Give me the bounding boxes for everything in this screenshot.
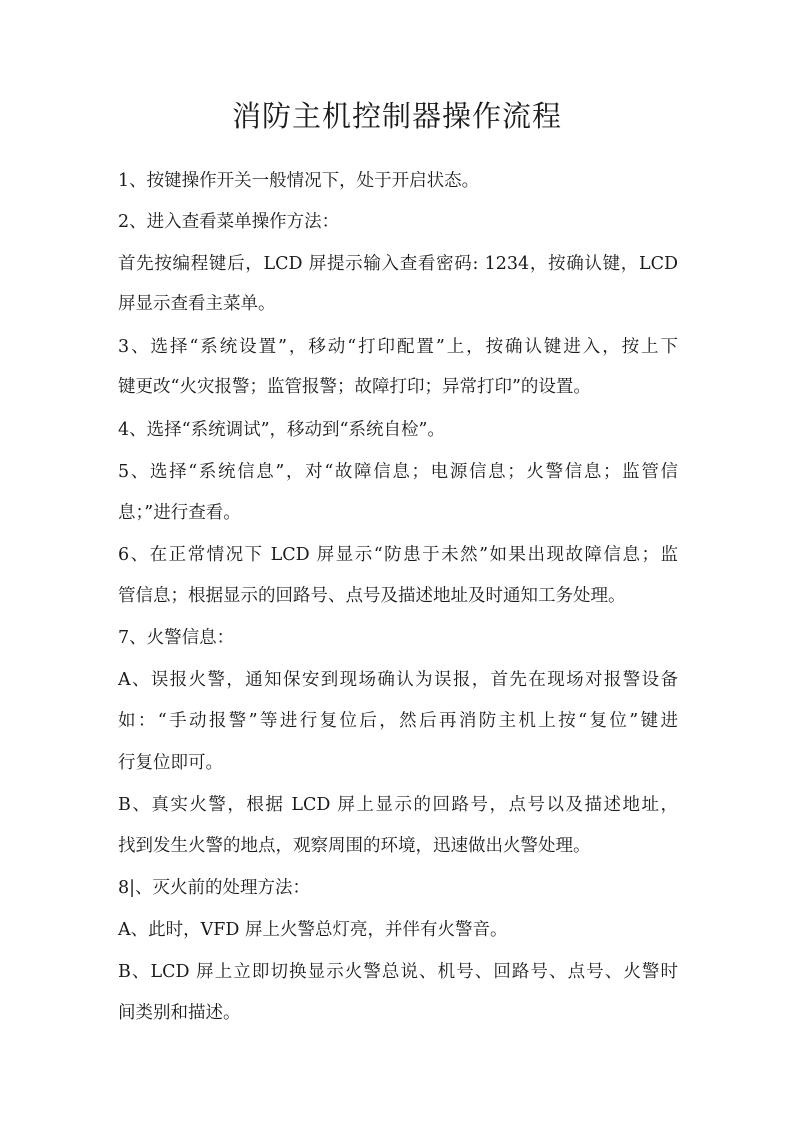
paragraph-line: 屏显示查看主菜单。 <box>118 294 276 314</box>
paragraph-line: 4、选择“系统调试”，移动到“系统自检”。 <box>118 420 445 440</box>
paragraph-line: A、此时，VFD 屏上火警总灯亮，并伴有火警音。 <box>118 920 508 940</box>
paragraph-line: 行复位即可。 <box>118 753 223 773</box>
paragraph-line: 1、按键操作开关一般情况下，处于开启状态。 <box>118 171 480 191</box>
paragraph-line: 间类别和描述。 <box>118 1003 241 1023</box>
paragraph-line: 键更改“火灾报警；监管报警；故障打印；异常打印”的设置。 <box>118 377 591 397</box>
paragraph-line: 管信息；根据显示的回路号、点号及描述地址及时通知工务处理。 <box>118 586 626 606</box>
paragraph-line: 2、进入查看菜单操作方法： <box>118 212 340 232</box>
paragraph-line: 5、选择“系统信息”，对“故障信息；电源信息；火警信息；监管信 <box>118 462 678 482</box>
paragraph-line: 息；”进行查看。 <box>118 503 241 523</box>
paragraph-line: 6、在正常情况下 LCD 屏显示“防患于未然”如果出现故障信息；监 <box>118 545 678 565</box>
paragraph-line: 首先按编程键后，LCD 屏提示输入查看密码: 1234，按确认键，LCD <box>118 254 678 274</box>
paragraph-line: A、误报火警，通知保安到现场确认为误报，首先在现场对报警设备 <box>118 670 678 690</box>
paragraph-line: B、真实火警，根据 LCD 屏上显示的回路号，点号以及描述地址， <box>118 795 678 815</box>
paragraph-line: 3、选择“系统设置”，移动“打印配置”上，按确认键进入，按上下 <box>118 337 678 357</box>
paragraph-line: 如：“手动报警”等进行复位后，然后再消防主机上按“复位”键进 <box>118 711 678 731</box>
paragraph-line: 7、火警信息： <box>118 628 235 648</box>
paragraph-line: 8|、灭火前的处理方法： <box>118 878 311 898</box>
document-title: 消防主机控制器操作流程 <box>231 99 562 133</box>
paragraph-line: B、LCD 屏上立即切换显示火警总说、机号、回路号、点号、火警时 <box>118 962 678 982</box>
paragraph-line: 找到发生火警的地点，观察周围的环境，迅速做出火警处理。 <box>118 836 591 856</box>
